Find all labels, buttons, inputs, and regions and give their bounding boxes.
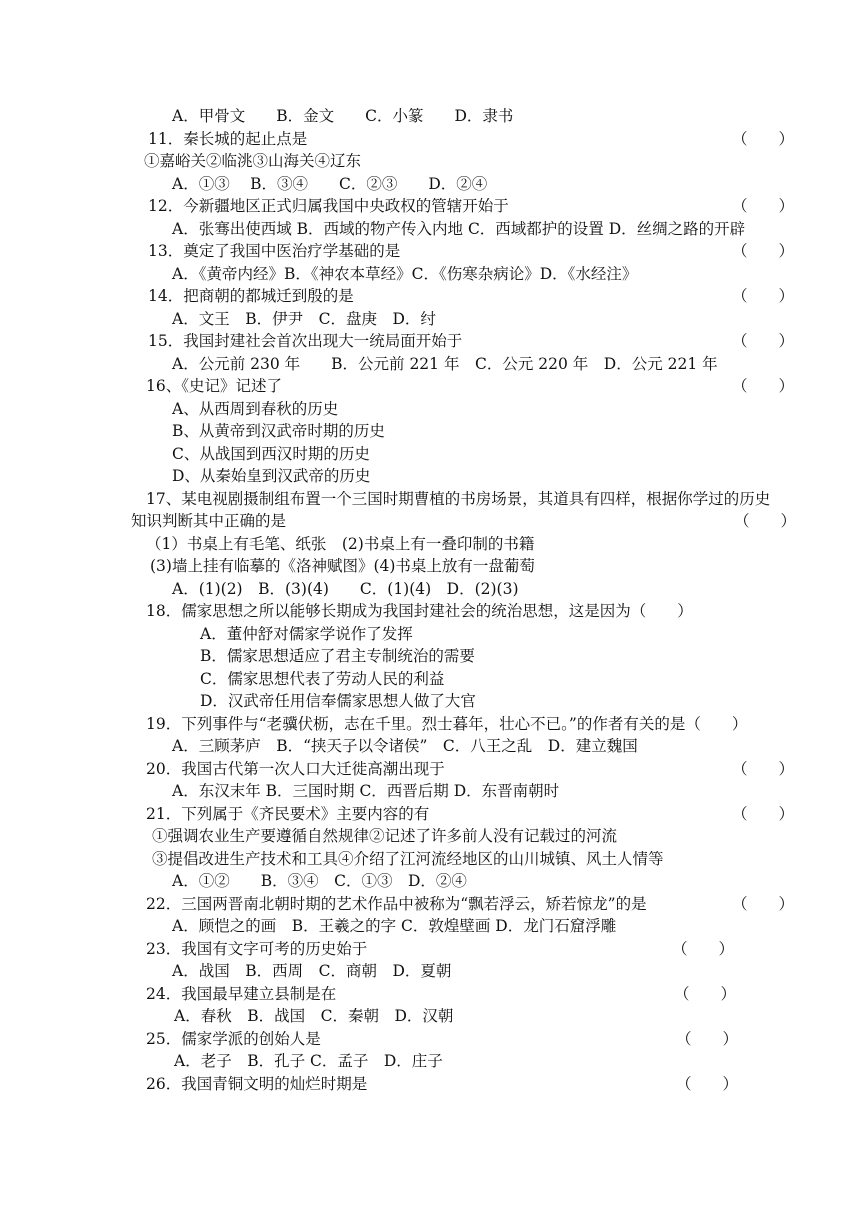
q26-answer-paren[interactable]: （ ）	[676, 1075, 739, 1093]
q16-question: 16、《史记》记述了	[146, 377, 282, 395]
q16-option-a: A、从西周到春秋的历史	[172, 400, 339, 418]
q18-option-d: D．汉武帝任用信奉儒家思想人做了大官	[200, 692, 476, 710]
q10-options: A．甲骨文 B．金文 C．小篆 D．隶书	[172, 107, 514, 125]
q17-items-2: (3)墙上挂有临摹的《洛神赋图》(4)书桌上放有一盘葡萄	[150, 557, 535, 575]
q17-answer-paren[interactable]: （ ）	[734, 512, 797, 530]
q25-question: 25．儒家学派的创始人是	[146, 1030, 321, 1048]
q13-answer-paren[interactable]: （ ）	[732, 242, 795, 260]
q22-question: 22．三国两晋南北朝时期的艺术作品中被称为“飘若浮云，矫若惊龙”的是	[146, 895, 647, 913]
q25-answer-paren[interactable]: （ ）	[676, 1030, 739, 1048]
q16-option-b: B、从黄帝到汉武帝时期的历史	[172, 422, 385, 440]
q23-options: A．战国 B．西周 C．商朝 D．夏朝	[172, 962, 452, 980]
q24-options: A．春秋 B．战国 C．秦朝 D．汉朝	[174, 1007, 454, 1025]
q26-question: 26．我国青铜文明的灿烂时期是	[146, 1075, 368, 1093]
q17-options: A．(1)(2) B．(3)(4) C．(1)(4) D．(2)(3)	[172, 580, 519, 598]
q25-options: A．老子 B．孔子 C．孟子 D．庄子	[174, 1052, 443, 1070]
q15-options: A．公元前 230 年 B．公元前 221 年 C．公元 220 年 D．公元 221 年	[172, 355, 718, 373]
q23-question: 23．我国有文字可考的历史始于	[146, 940, 368, 958]
q23-answer-paren[interactable]: （ ）	[672, 940, 735, 958]
q21-answer-paren[interactable]: （ ）	[732, 805, 795, 823]
q16-option-d: D、从秦始皇到汉武帝的历史	[172, 467, 371, 485]
q21-options: A．①② B．③④ C．①③ D．②④	[172, 872, 467, 890]
q11-answer-paren[interactable]: （ ）	[732, 130, 795, 148]
q17-question-line1: 17、某电视剧摄制组布置一个三国时期曹植的书房场景，其道具有四样，根据你学过的历史	[146, 490, 771, 508]
q14-options: A．文王 B．伊尹 C．盘庚 D．纣	[172, 310, 436, 328]
q11-options: A．①③ B．③④ C．②③ D．②④	[172, 175, 488, 193]
q14-answer-paren[interactable]: （ ）	[732, 287, 795, 305]
q22-answer-paren[interactable]: （ ）	[732, 895, 795, 913]
q12-options: A．张骞出使西域 B．西域的物产传入内地 C．西域都护的设置 D．丝绸之路的开辟	[172, 220, 746, 238]
q12-answer-paren[interactable]: （ ）	[732, 197, 795, 215]
q18-option-b: B．儒家思想适应了君主专制统治的需要	[200, 647, 475, 665]
q16-answer-paren[interactable]: （ ）	[732, 377, 795, 395]
q20-answer-paren[interactable]: （ ）	[732, 760, 795, 778]
q11-items: ①嘉峪关②临洮③山海关④辽东	[144, 152, 362, 170]
q13-options: A．《黄帝内经》B．《神农本草经》C．《伤寒杂病论》D．《水经注》	[172, 265, 638, 283]
q22-options: A．顾恺之的画 B．王羲之的字 C．敦煌壁画 D．龙门石窟浮雕	[172, 917, 617, 935]
q24-answer-paren[interactable]: （ ）	[674, 985, 737, 1003]
q17-items-1: （1）书桌上有毛笔、纸张 (2)书桌上有一叠印制的书籍	[146, 535, 535, 553]
q24-question: 24．我国最早建立县制是在	[146, 985, 337, 1003]
q17-question-line2: 知识判断其中正确的是	[131, 512, 287, 530]
q21-items-2: ③提倡改进生产技术和工具④介绍了江河流经地区的山川城镇、风土人情等	[152, 850, 664, 868]
q19-options: A．三顾茅庐 B．“挟天子以令诸侯” C．八王之乱 D．建立魏国	[172, 737, 638, 755]
q12-question: 12．今新疆地区正式归属我国中央政权的管辖开始于	[148, 197, 509, 215]
q20-question: 20．我国古代第一次人口大迁徙高潮出现于	[146, 760, 445, 778]
q20-options: A．东汉末年 B．三国时期 C．西晋后期 D．东晋南朝时	[172, 782, 560, 800]
q21-items-1: ①强调农业生产要遵循自然规律②记述了许多前人没有记载过的河流	[152, 827, 618, 845]
q13-question: 13．奠定了我国中医治疗学基础的是	[148, 242, 401, 260]
q15-answer-paren[interactable]: （ ）	[732, 332, 795, 350]
q19-question: 19．下列事件与“老骥伏枥，志在千里。烈士暮年，壮心不已。”的作者有关的是（ ）	[146, 715, 748, 733]
q11-question: 11．秦长城的起止点是	[148, 130, 308, 148]
q15-question: 15．我国封建社会首次出现大一统局面开始于	[148, 332, 463, 350]
q16-option-c: C、从战国到西汉时期的历史	[172, 445, 370, 463]
q18-option-a: A．董仲舒对儒家学说作了发挥	[200, 625, 413, 643]
q21-question: 21．下列属于《齐民要术》主要内容的有	[146, 805, 430, 823]
q18-option-c: C．儒家思想代表了劳动人民的利益	[200, 670, 445, 688]
q18-question: 18．儒家思想之所以能够长期成为我国封建社会的统治思想，这是因为（ ）	[146, 602, 693, 620]
q14-question: 14．把商朝的都城迁到殷的是	[148, 287, 354, 305]
